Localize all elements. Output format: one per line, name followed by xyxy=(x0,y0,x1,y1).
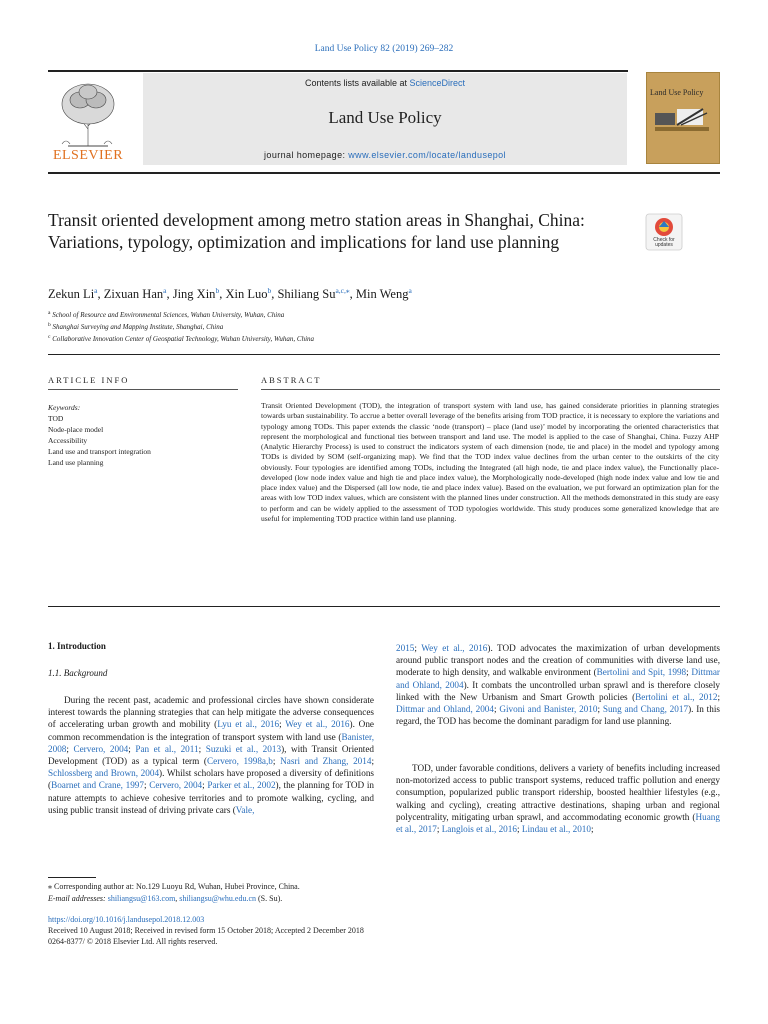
citation-link[interactable]: Cervero, 2004 xyxy=(73,743,129,754)
contents-prefix: Contents lists available at xyxy=(304,78,410,88)
citation-link[interactable]: Pan et al., 2011 xyxy=(135,743,199,754)
body-paragraph xyxy=(48,694,374,816)
paragraph-text: ; xyxy=(493,704,500,715)
author-name[interactable]: Min Weng xyxy=(355,287,409,301)
author-name[interactable]: Zekun Li xyxy=(48,287,95,301)
citation-link[interactable]: Suzuki et al., 2013 xyxy=(205,743,282,754)
paragraph-text: ), the planning for TOD in nature attempts to achieve cohesive territories and to promote walking, cycling, and using public transit instead of driving private cars ( xyxy=(48,780,374,815)
paper-title: Transit oriented development among metro station areas in Shanghai, China: Variations, typology, optimization and implications for land use planning xyxy=(48,210,585,252)
affiliation-a xyxy=(48,310,648,319)
paragraph-text: ; xyxy=(198,743,206,754)
paragraph-text: ; xyxy=(272,756,281,767)
paragraph-text: ; xyxy=(516,824,522,835)
affiliation-b xyxy=(48,322,648,331)
citation-link[interactable]: Wey et al., 2016 xyxy=(421,643,488,653)
body-paragraph xyxy=(396,762,720,835)
article-history: Received 10 August 2018; Received in revised form 15 October 2018; Accepted 2 December 2018 xyxy=(48,926,364,935)
journal-homepage xyxy=(143,150,627,160)
article-metadata xyxy=(48,914,648,947)
email-separator: , xyxy=(175,894,180,903)
citation-link[interactable]: Vale, xyxy=(235,804,255,815)
citation-link[interactable]: Lindau et al., 2010 xyxy=(521,824,591,835)
paragraph-text: ; xyxy=(717,691,720,702)
affiliation-text: School of Resource and Environmental Sciences, Wuhan University, Wuhan, China xyxy=(52,311,285,319)
cover-artwork xyxy=(647,73,719,163)
affiliation-text: Shanghai Surveying and Mapping Institute, Shanghai, China xyxy=(52,323,224,331)
citation-link[interactable]: Wey et al., 2016 xyxy=(285,719,350,730)
author-affiliation-mark[interactable]: a xyxy=(408,286,412,295)
affiliation-mark: b xyxy=(48,322,51,328)
affiliation-mark: c xyxy=(48,334,51,340)
author-list: Zekun Li$^a$, Zixuan Han$^a$, Jing Xin$^b$, Xin Luo$^b$, Shiliang $Su^{a,c,⁎}$, Min Weng$^a$ xyxy=(48,286,412,301)
keywords-label: Keywords: xyxy=(48,403,81,412)
citation-link[interactable]: Lyu et al., 2016 xyxy=(217,719,280,730)
svg-text:updates: updates xyxy=(655,242,673,248)
paragraph-text: ; xyxy=(436,824,442,835)
citation-link[interactable]: Bertolini and Spit, 1998 xyxy=(596,667,687,678)
citation-link[interactable]: Dittmar and Ohland, 2004 xyxy=(396,667,720,690)
paragraph-text: During the recent past, academic and professional circles have shown considerate interest towards the planning strategies that can help mitigate the adverse consequences of accelerating urban growth and mobility ( xyxy=(48,695,374,730)
citation-link[interactable]: Cervero, 2004 xyxy=(149,780,203,791)
paragraph-text: ). In this regard, the TOD has become the dominant paradigm for land use planning. xyxy=(396,704,720,727)
author-affiliation-mark[interactable]: a,c,⁎ xyxy=(335,286,350,295)
homepage-link[interactable]: www.elsevier.com/locate/landusepol xyxy=(348,150,506,160)
email-suffix: (S. Su). xyxy=(256,894,283,903)
paragraph-text: ; xyxy=(597,704,603,715)
paragraph-text: ; xyxy=(66,743,74,754)
paragraph-text: ). One common recommendation is the integration of transport system with land use ( xyxy=(48,719,374,742)
section-heading-introduction: 1. Introduction xyxy=(48,641,106,651)
author-name[interactable]: Xin Luo xyxy=(225,287,268,301)
copyright-line: 0264-8377/ © 2018 Elsevier Ltd. All rights reserved. xyxy=(48,937,218,946)
citation-link[interactable]: Dittmar and Ohland, 2004 xyxy=(396,704,494,715)
author-name[interactable]: Jing Xin xyxy=(172,287,216,301)
citation-link[interactable]: Langlois et al., 2016 xyxy=(441,824,517,835)
paragraph-text: ; xyxy=(686,667,692,678)
affiliation-text: Collaborative Innovation Center of Geospatial Technology, Wuhan University, Wuhan, China xyxy=(52,335,315,343)
paragraph-text: ; xyxy=(202,780,208,791)
author-affiliation-mark[interactable]: b xyxy=(215,286,220,295)
abstract-rule xyxy=(261,389,720,390)
citation-link[interactable]: Huang et al., 2017 xyxy=(396,811,720,835)
cover-title: Land Use Policy xyxy=(650,88,704,97)
affiliation-mark: a xyxy=(48,310,51,316)
header-top-rule xyxy=(48,70,628,72)
paragraph-text: TOD, under favorable conditions, delivers a variety of benefits including increased non-motorized access to public transport systems, reduced traffic pollution and energy consumption, popularized public transport ridership, boosted healthier lifestyles (e.g., walking and cycling), creating attractive destinations, shaping urban and regional polycentrality, mitigating urban sprawl, and accommodating economic growth ( xyxy=(396,763,720,822)
crossmark-icon[interactable] xyxy=(645,213,683,251)
paragraph-text: ). It combats the uncontrolled urban sprawl and is therefore closely linked with the New Urbanism and Smart Growth policies ( xyxy=(396,679,721,702)
keyword-item: TOD xyxy=(48,414,64,423)
keyword-item: Land use planning xyxy=(48,458,104,467)
section-rule xyxy=(48,354,720,355)
corresponding-author-note: ⁎ Corresponding author at: No.129 Luoyu Rd, Wuhan, Hubei Province, China. xyxy=(48,882,300,891)
citation-link[interactable]: Cervero, 1998a,b xyxy=(206,756,273,767)
contents-line xyxy=(143,78,627,88)
author-affiliation-mark[interactable]: a xyxy=(94,286,98,295)
email-link[interactable]: shiliangsu@163.com xyxy=(107,894,176,903)
citation-link[interactable]: Banister, 2008 xyxy=(48,731,374,754)
paragraph-text: ), with Transit Oriented Development (TOD) as a typical term ( xyxy=(48,743,375,767)
affiliation-c xyxy=(48,334,648,343)
keywords-block xyxy=(48,402,238,468)
journal-title: Land Use Policy xyxy=(328,108,442,127)
paragraph-text: ; xyxy=(414,643,422,653)
paragraph-text: ). Whilst scholars have proposed a diversity of definitions ( xyxy=(48,768,374,791)
citation-link[interactable]: Schlossberg and Brown, 2004 xyxy=(48,768,160,779)
homepage-prefix: journal homepage: xyxy=(264,150,349,160)
header-bottom-rule xyxy=(48,172,720,174)
email-note xyxy=(48,894,448,903)
citation-link[interactable]: Boarnet and Crane, 1997 xyxy=(51,780,144,791)
journal-reference[interactable]: Land Use Policy 82 (2019) 269–282 xyxy=(314,44,454,54)
author-name[interactable]: Shiliang Su xyxy=(277,287,336,301)
citation-link[interactable]: Sung and Chang, 2017 xyxy=(602,704,689,715)
paragraph-text: ; xyxy=(590,824,594,835)
author-affiliation-mark[interactable]: b xyxy=(267,286,272,295)
email-link[interactable]: shiliangsu@whu.edu.cn xyxy=(179,894,256,903)
citation-link[interactable]: Bertolini et al., 2012 xyxy=(635,691,718,702)
citation-link[interactable]: Givoni and Banister, 2010 xyxy=(499,704,598,715)
keyword-item: Land use and transport integration xyxy=(48,447,151,456)
publisher-name: ELSEVIER xyxy=(52,148,124,163)
svg-text:Check for: Check for xyxy=(653,237,675,243)
author-affiliation-mark[interactable]: a xyxy=(163,286,167,295)
abstract-text: Transit Oriented Development (TOD), the integration of transport system with land use, has gained considerate priorities in planning strategies towards urban sustainability. To accrue a better overall leverage of the benefits arising from TOD practice, it is necessary to explore the variations and typology among TODs. This paper extends the classic ‘node (transport) – place (land use)’ model by incorporating the oriented characteristics that represent the morphological and functional ties between transport and land use. The model is applied to the case of Shanghai, China. Fuzzy AHP (Analytic Hierarchy Process) is used to construct the indicators system of each dimension (node, tie and place) in the model and typology among TODs is divided by SOM (self-organizing map). We find that the TOD index value declines from the urban center to the outskirts of the city obviously. Four typologies are identified among TODs, including the Integrated (all high node, tie and place index value), the Functionally place-developed (low node index value and high tie and place index value), the Morphologically node-developed (high node index value and low tie and place index value) and the Dispersed (all low node, tie and place index value). Based on the evaluation, we put forward an optimization plan for the areas with low TOD index values, which are consistent with the planned lines under construction. All the methods demonstrated in this study are easy to perform and can be widely applied to the assessment of TOD typologies worldwide. This study produces some generalized knowledge that are useful for implementing TOD practice within land use planning. xyxy=(261,401,719,523)
keyword-item: Node-place model xyxy=(48,425,104,434)
paragraph-text: ; xyxy=(279,719,286,730)
keyword-item: Accessibility xyxy=(48,436,88,445)
paragraph-text: ; xyxy=(128,743,136,754)
abstract-heading: ABSTRACT xyxy=(261,375,322,385)
abstract-end-rule xyxy=(48,606,720,607)
paragraph-text: ). TOD advocates the maximization of urban developments around public transport nodes and the creation of communities with diverse land use, moderate to high density, and walkable environment ( xyxy=(396,643,720,678)
journal-cover-thumbnail xyxy=(646,72,720,164)
sciencedirect-link[interactable]: ScienceDirect xyxy=(409,78,466,88)
footnote-rule xyxy=(48,877,96,878)
body-paragraph xyxy=(396,642,720,727)
citation-link[interactable]: Nasri and Zhang, 2014 xyxy=(280,756,372,767)
paragraph-text: ; xyxy=(144,780,150,791)
citation-link[interactable]: Parker et al., 2002 xyxy=(207,780,276,791)
email-label: E-mail addresses: xyxy=(48,894,108,903)
paragraph-text: ; xyxy=(371,756,375,767)
article-info-rule xyxy=(48,389,238,390)
subsection-heading-background: 1.1. Background xyxy=(48,668,108,678)
doi-link[interactable]: https://doi.org/10.1016/j.landusepol.2018.12.003 xyxy=(48,915,205,924)
author-name[interactable]: Zixuan Han xyxy=(103,287,164,301)
citation-link[interactable]: 2015 xyxy=(396,643,415,653)
article-info-heading: ARTICLE INFO xyxy=(48,375,130,385)
